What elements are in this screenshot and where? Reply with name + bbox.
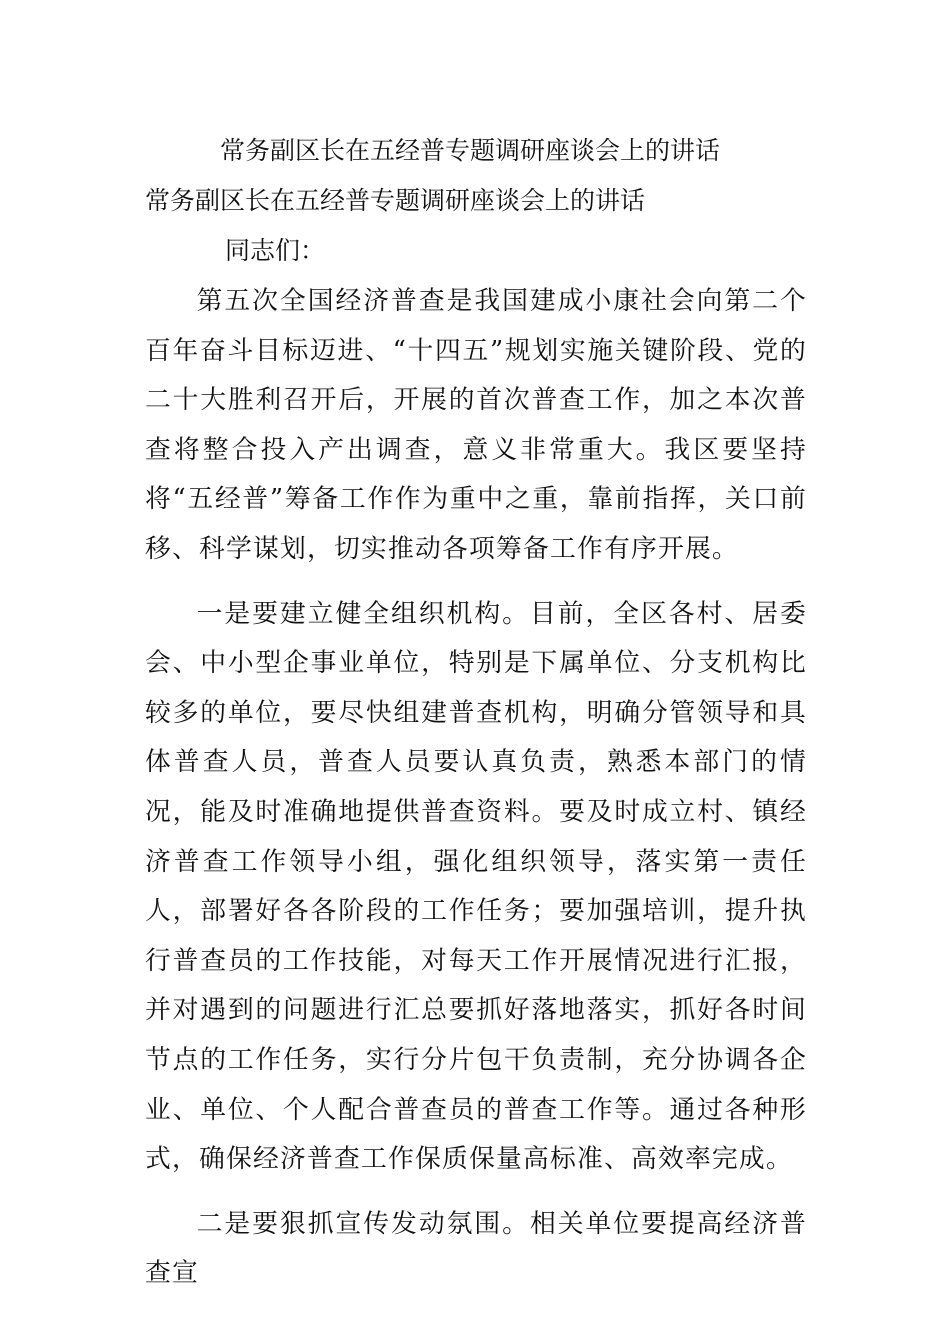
document-subtitle: 常务副区长在五经普专题调研座谈会上的讲话 [145,186,646,215]
paragraph-gap [145,1185,807,1200]
paragraph-intro: 第五次全国经济普查是我国建成小康社会向第二个百年奋斗目标迈进、“十四五”规划实施关键阶段、党的二十大胜利召开后，开展的首次普查工作，加之本次普查将整合投入产出调查，意义非常重大。我区要坚持将“五经普”筹备工作作为重中之重，靠前指挥，关口前移、科学谋划，切实推动各项筹备工作有序开展。 [145,286,807,564]
paragraph-publicity: 二是要狠抓宣传发动氛围。相关单位要提高经济普查宣 [145,1208,807,1289]
paragraph-organization: 一是要建立健全组织机构。目前，全区各村、居委会、中小型企事业单位，特别是下属单位、分支机构比较多的单位，要尽快组建普查机构，明确分管领导和具体普查人员，普查人员要认真负责，熟悉本部门的情况，能及时准确地提供普查资料。要及时成立村、镇经济普查工作领导小组，强化组织领导，落实第一责任人，部署好各各阶段的工作任务；要加强培训，提升执行普查员的工作技能，对每天工作开展情况进行汇报，并对遇到的问题进行汇总要抓好落地落实，抓好各时间节点的工作任务，实行分片包干负责制，充分协调各企业、单位、个人配合普查员的普查工作等。通过各种形式，确保经济普查工作保质保量高标准、高效率完成。 [145,598,807,1175]
salutation: 同志们： [225,236,326,265]
document-title: 常务副区长在五经普专题调研座谈会上的讲话 [220,136,721,165]
document-body [145,277,807,1299]
paragraph-gap [145,575,807,590]
